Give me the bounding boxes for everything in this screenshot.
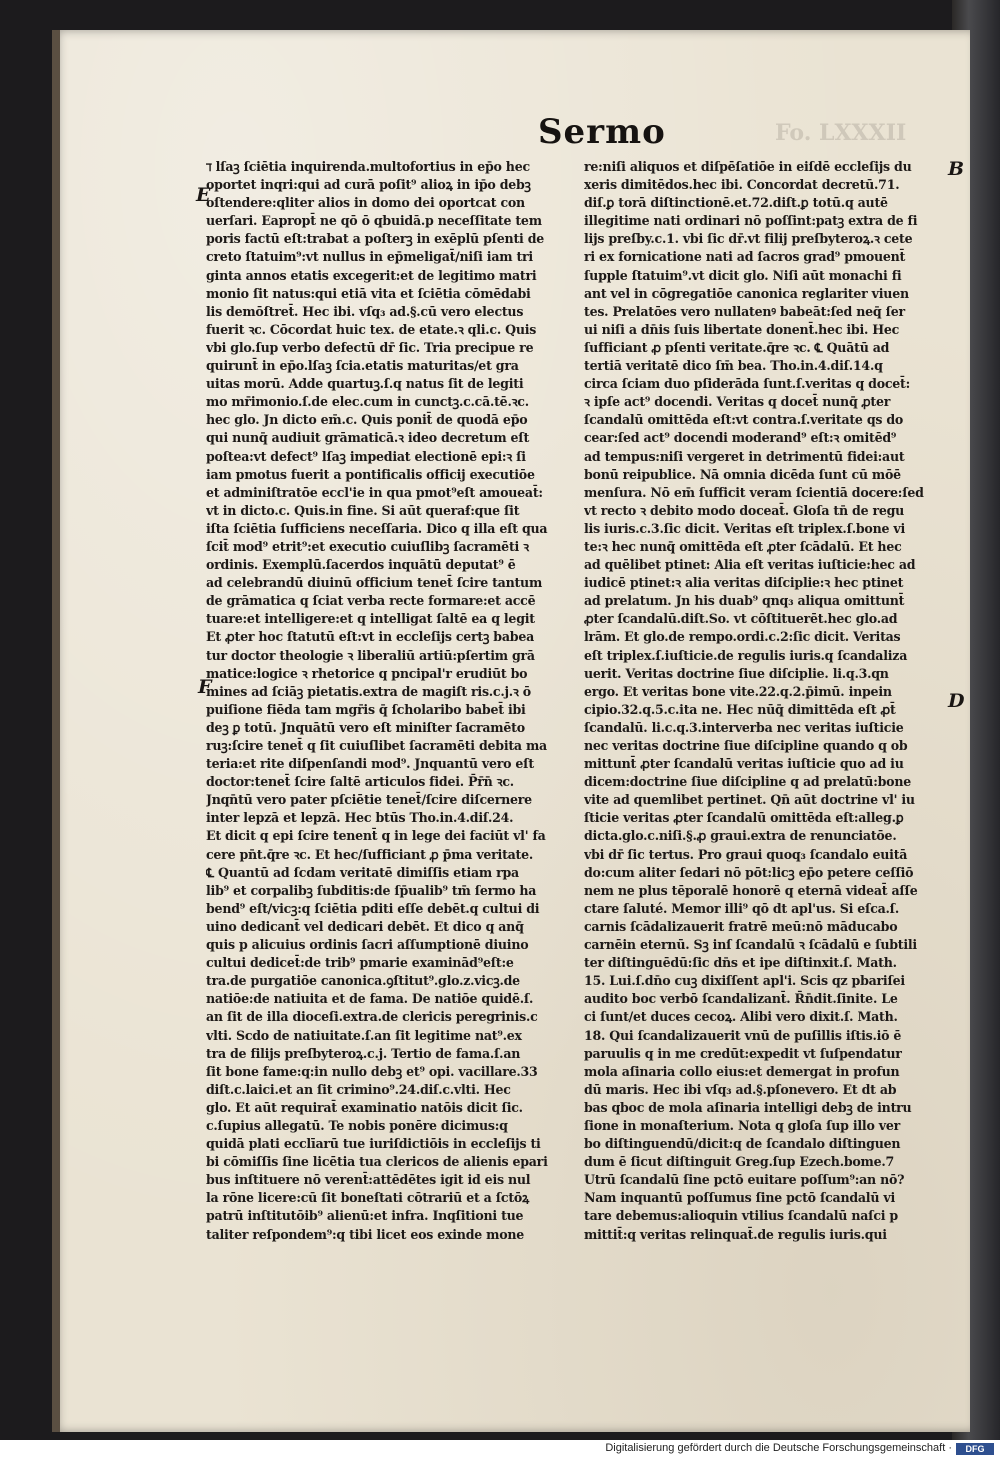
text-line: ℸ lſaꝫ ſciētia inquirenda.multofortius in ep̄o hec [206, 159, 530, 174]
text-line: glo. Et aūt requirat̄ examinatio natōis dicit ſic. [206, 1099, 523, 1115]
text-line: ſit bone fame:q:in nullo debꝫ et⁹ opi. vacillare.33 [206, 1063, 538, 1079]
text-line: lis demōſtret̄. Hec ibi. vſq₃ ad.§.cū vero electus [206, 303, 524, 319]
text-line: oportet inqri:qui ad curā poſit⁹ alioꝝ in ip̄o debꝫ [206, 177, 531, 193]
text-line: ꝓter ſcandalū.diſt.So. vt cōſtituerēt.hec glo.ad [584, 611, 898, 627]
text-line: mo mr̄imonio.ſ.de elec.cum in cunctꝫ.c.cā.tē.ꝛc. [206, 394, 529, 410]
text-line: ꝛ ipſe act⁹ docendi. Veritas q docet̄ nunq̄ ꝓter [584, 394, 891, 410]
text-line: dum ē ſicut diſtinguit Greg.ſup Ezech.bome.7 [584, 1154, 895, 1170]
text-line: ctare ſaluté. Memor illi⁹ qō dt apl'us. Si eſca.ſ. [584, 900, 899, 916]
text-line: quirunt̄ in ep̄o.lſaꝫ ſcia.etatis maturitas/et gra [206, 358, 519, 374]
text-line: bas qboc de mola aſinaria intelligi debꝫ de intru [584, 1099, 912, 1115]
text-line: tuare:et intelligere:et q intelligat ſaltē ea q legit [206, 611, 535, 627]
text-line: ſufficiant ꝓ pſenti veritate.q̄re ꝛc. ℄ Quātū ad [584, 339, 890, 355]
text-line: et adminiſtratōe eccl'ie in qua pmot⁹eſt amoueat̄: [206, 484, 543, 500]
text-line: menſura. Nō em̄ ſufficit veram ſcientiā docere:ſed [584, 484, 924, 500]
text-line: bi cōmiſſis ſine licētia tua clericos de alienis epari [206, 1154, 548, 1170]
text-line: ſcandalū omittēda eſt:vt contra.ſ.veritate qs do [584, 412, 904, 428]
text-line: iam pmotus fuerit a pontificalis officij executiōe [206, 466, 535, 482]
text-line: cipio.32.q.5.c.ita ne. Hec nūq̄ dimittēda eſt ꝓt̄ [584, 701, 896, 717]
text-line: iudicē ptinet:ꝛ alia veritas diſciplie:ꝛ hec ptinet [584, 575, 904, 591]
text-line: cultui dedicet̄:de trib⁹ pmarie examinād⁹eſt:e [206, 955, 514, 971]
text-line: ſticie veritas ꝓter ſcandalū omittēda eſt:alleg.ꝑ [584, 810, 904, 826]
text-line: tra.de purgatiōe canonica.ꝯſtitut⁹.glo.z.vicꝫ.de [206, 973, 520, 989]
text-line: ci ſunt/et duces cecoꝝ. Alibi vero dixit.ſ. Math. [584, 1009, 898, 1025]
text-line: puiſione fiēda tam mgr̄is q̄ ſcholaribo babet̄ ibi [206, 701, 526, 717]
text-line: bus inſtituere nō verent̄:attēdētes igit id eis nul [206, 1172, 531, 1188]
text-line: poſtea:vt defect⁹ lſaꝫ impediat electionē epi:ꝛ ſi [206, 448, 526, 464]
text-line: illegitime nati ordinari nō poſſint:patꝫ extra de fi [584, 213, 918, 229]
text-line: carnēin eternū. Sꝫ inſ ſcandalū ꝛ ſcādalū e ſubtili [584, 937, 917, 953]
digitization-footer [0, 1440, 1000, 1459]
text-line: re:niſi aliquos et diſpēſatiōe in eiſdē eccleſijs du [584, 159, 912, 174]
text-line: taliter reſpondem⁹:q tibi licet eos exinde mone [206, 1226, 525, 1242]
text-line: ergo. Et veritas bone vite.22.q.2.p̄imū. inpein [584, 683, 892, 699]
text-line: ſione in monaſterium. Nota q gloſa ſup illo ver [584, 1117, 900, 1133]
text-line: Et ꝓter hoc ſtatutū eſt:vt in eccleſijs certꝫ babea [206, 629, 535, 645]
text-line: oſtendere:qliter alios in domo dei oportcat con [206, 195, 525, 211]
text-line: tes. Prelatōes vero nullatenꝰ babeāt:ſed neq̄ ſer [584, 303, 905, 319]
text-line: bo diſtinguendū/dicit:q de ſcandalo diſtinguen [584, 1136, 901, 1152]
text-line: ad quēlibet ptinet: Alia eſt veritas iuſticie:hec ad [584, 557, 916, 573]
text-line: ℄ Quantū ad ſcdam veritatē dimiſſis etiam rpa [206, 864, 519, 880]
text-line: ſcit̄ mod⁹ etrit⁹:et executio cuiuſlibꝫ ſacramēti ꝛ [206, 538, 529, 554]
text-line: teria:et rite diſpenſandi mod⁹. Jnquantū vero eſt [206, 756, 534, 772]
text-line: audito boc verbō ſcandalizant̄. R̄n̄dit.ſinite. Le [584, 991, 898, 1007]
dfg-logo: DFG [956, 1443, 994, 1455]
text-line: nec veritas doctrine ſiue diſcipline quando q ob [584, 738, 908, 753]
text-line: vbi glo.ſup verbo defectū dr̄ ſic. Tria precipue re [206, 339, 534, 355]
text-line: hec glo. Jn dicto em̄.c. Quis ponit̄ de quodā ep̄o [206, 412, 528, 428]
text-line: Jnqn̄tū vero pater pſciētie tenet̄/ſcire diſcernere [206, 792, 532, 808]
text-line: ui niſi a dn̄is ſuis libertate donent̄.hec ibi. Hec [584, 321, 900, 337]
text-line: lib⁹ et corpalibꝫ ſubditis:de ſp̄ualib⁹ tm̄ ſermo ha [206, 882, 537, 898]
text-line: lijs preſby.c.1. vbi ſic dr̄.vt filij preſbyteroꝝ.ꝛ cete [584, 231, 913, 247]
text-line: 15. Lui.ſ.dn̄o cuꝫ dixiſſent apl'i. Scis qz pbariſei [584, 973, 905, 989]
text-line: natiōe:de natiuita et de fama. De natiōe quidē.ſ. [206, 991, 534, 1007]
text-line: uerſari. Eapropt̄ ne qō ō qbuidā.p neceſſitate tem [206, 213, 542, 229]
text-line: Nam inquantū poſſumus ſine pctō ſcandalū vi [584, 1190, 895, 1206]
text-line: ſupple ſtatuim⁹.vt dicit glo. Niſi aūt monachi fi [584, 267, 902, 283]
text-line: poris factū eſt:trabat a poſterꝫ in exēplū pſenti de [206, 231, 545, 247]
text-line: tertiā veritatē dico ſm̄ bea. Tho.in.4.diſ.14.q [584, 358, 883, 374]
text-line: quis p alicuius ordinis ſacri aſſumptionē diuino [206, 937, 529, 953]
text-line: inter lepzā et lepzā. Hec btūs Tho.in.4.diſ.24. [206, 810, 514, 826]
text-line: bonū reipublice. Nā omnia dicēda ſunt cū mōē [584, 466, 901, 482]
text-line: uitas morū. Adde quartuꝫ.ſ.q natus ſit de legiti [206, 376, 524, 392]
text-line: creto ſtatuim⁹:vt nullus in ep̄meligat̄/niſi iam tri [206, 249, 533, 265]
text-line: ant vel in cōgregatiōe canonica reglariter viuen [584, 285, 909, 301]
text-line: qui nunq̄ audiuit grāmaticā.ꝛ ideo decretum eſt [206, 430, 530, 446]
text-line: deꝫ ꝑ totū. Jnquātū vero eſt miniſter ſacramēto [206, 719, 525, 735]
text-line: mines ad ſciāꝫ pietatis.extra de magiſt ris.c.j.ꝛ ō [206, 683, 531, 699]
text-line: circa ſciam duo pſiderāda ſunt.ſ.veritas q docet̄: [584, 376, 910, 392]
text-line: do:cum aliter ſedari nō pōt:licꝫ ep̄o petere ceſſiō [584, 864, 914, 880]
margin-note-left-lower: F [198, 676, 212, 698]
show-through-text: Fo. LXXXII [775, 120, 907, 146]
text-line: ad prelatum. Jn his duab⁹ qnq₃ aliqua omittunt̄ [584, 593, 905, 609]
text-line: nem ne plus tēporalē honorē q eternā videat̄ aſſe [584, 882, 918, 898]
text-line: ordinis. Exemplū.ſacerdos inquātū deputat⁹ ē [206, 557, 516, 573]
text-line: vite ad quemlibet pertinet. Qn̄ aūt doctrine vl' iu [584, 792, 915, 808]
footer-credit: Digitalisierung gefördert durch die Deutsche Forschungsgemeinschaft · [605, 1442, 952, 1454]
text-line: fuerit ꝛc. Cōcordat huic tex. de etate.ꝛ qli.c. Quis [206, 321, 537, 337]
text-line: an ſit de illa dioceſi.extra.de clericis peregrinis.c [206, 1009, 538, 1025]
text-line: tare debemus:alioquin vtilius ſcandalū naſci p [584, 1208, 898, 1224]
text-line: matice:logice ꝛ rhetorice q pncipal'r erudiūt bo [206, 665, 528, 681]
text-line: vt recto ꝛ debito modo doceat̄. Gloſa tn̄ de regu [584, 502, 905, 518]
text-line: lis iuris.c.3.ſic dicit. Veritas eſt triplex.ſ.bone vi [584, 520, 905, 536]
margin-note-right-lower: D [948, 690, 965, 712]
text-line: ad tempus:niſi vergeret in detrimentū fidei:aut [584, 448, 905, 464]
text-line: vlti. Scdo de natiuitate.ſ.an ſit legitime nat⁹.ex [206, 1027, 522, 1043]
text-line: eſt triplex.ſ.iuſticie.de regulis iuris.q ſcandaliza [584, 647, 908, 663]
text-column-right [584, 158, 946, 1244]
text-line: te:ꝛ hec nunq̄ omittēda eſt ꝓter ſcādalū. Et hec [584, 538, 902, 554]
text-line: doctor:tenet̄ ſcire ſaltē articulos fidei. P̄r̄n̄ ꝛc. [206, 774, 514, 790]
margin-note-left-upper: E [196, 184, 211, 206]
text-line: lrām. Et glo.de rempo.ordi.c.2:ſic dicit. Veritas [584, 629, 901, 645]
text-line: vbi dr̄ ſic tertus. Pro graui quoq₃ ſcandalo euitā [584, 846, 908, 862]
text-line: cear:ſed act⁹ docendi moderand⁹ eſt:ꝛ omitēd⁹ [584, 430, 897, 446]
text-line: mola aſinaria collo eius:et demergat in profun [584, 1063, 900, 1079]
text-line: tra de filijs preſbyteroꝝ.c.j. Tertio de fama.ſ.an [206, 1045, 521, 1061]
text-line: dicta.glo.c.niſi.§.ꝓ graui.extra de renunciatōe. [584, 828, 897, 844]
text-line: carnis ſcādalizauerit fratrē meū:nō māducabo [584, 918, 898, 934]
text-column-left [206, 158, 584, 1244]
text-line: ginta annos etatis excegerit:et de legitimo matri [206, 267, 537, 283]
text-line: la rōne licere:cū ſit boneſtati cōtrariū et a ſctōꝝ [206, 1190, 530, 1206]
text-line: tur doctor theologie ꝛ liberaliū artiū:pſertim grā [206, 647, 535, 663]
text-line: monio ſit natus:qui etiā vita et ſciētia cōmēdabi [206, 285, 531, 301]
margin-note-right-upper: B [948, 158, 965, 180]
text-line: ad celebrandū diuinū officium tenet̄ ſcire tantum [206, 575, 543, 591]
gutter-shadow [52, 30, 60, 1432]
text-line: ruꝫ:ſcire tenet̄ q ſit cuiuſlibet ſacramēti debita ma [206, 738, 547, 753]
text-line: paruulis q in me credūt:expedit vt ſuſpendatur [584, 1045, 902, 1061]
text-line: Utrū ſcandalū ſine pctō euitare poſſum⁹:an nō? [584, 1172, 905, 1188]
text-line: diſt.c.laici.et an ſit crimino⁹.24.diſ.c.vlti. Hec [206, 1081, 511, 1097]
text-line: ſcandalū. li.c.q.3.interverba nec veritas iuſticie [584, 719, 904, 735]
text-line: uerit. Veritas doctrine ſiue diſciplie. li.q.3.qn [584, 665, 889, 681]
text-line: diſ.ꝑ torā diſtinctionē.et.72.diſt.ꝑ totū.q autē [584, 195, 888, 211]
text-line: dicem:doctrine ſiue diſcipline q ad prelatū:bone [584, 774, 911, 790]
text-line: xeris dimitēdos.hec ibi. Concordat decretū.71. [584, 177, 900, 193]
text-line: quidā plati ecclīarū tue iuriſdictiōis in eccleſijs ti [206, 1136, 541, 1152]
text-line: iſta ſciētia ſufficiens neceſſaria. Dico q illa eſt qua [206, 520, 548, 536]
text-line: vt in dicto.c. Quis.in fine. Si aūt queraẜ:que ſit [206, 502, 520, 518]
text-line: dū maris. Hec ibi vſq₃ ad.§.pſonevero. Et dt ab [584, 1081, 897, 1097]
text-line: mittunt̄ ꝓter ſcandalū veritas iuſticie quo ad iu [584, 756, 904, 772]
text-line: patrū inſtitutōib⁹ alienū:et infra. Inqſitioni tue [206, 1208, 524, 1224]
text-line: de grāmatica q ſciat verba recte formare:et accē [206, 593, 536, 609]
text-line: ri ex fornicatione nati ad ſacros grad⁹ pmouent̄ [584, 249, 906, 265]
text-line: bend⁹ eſt/vicꝫ:q ſciētia pditi eſſe debēt.q cultui di [206, 900, 540, 916]
text-line: 18. Qui ſcandalizauerit vnū de puſillis iſtis.iō ē [584, 1027, 902, 1043]
text-line: ter diſtinguēdū:ſic dn̄s et ipe diſtinxit.ſ. Math. [584, 955, 897, 971]
text-line: uino dedicant̄ vel dedicari debēt. Et dico q anq̄ [206, 918, 524, 934]
running-head: Sermo [538, 112, 666, 152]
text-line: Et dicit q epi ſcire tenent̄ q in lege dei faciūt vl' fa [206, 828, 546, 844]
text-line: cere pn̄t.q̄re ꝛc. Et hec/ſufficiant ꝓ p̄ma veritate. [206, 846, 534, 862]
text-line: mittit̄:q veritas relinquat̄.de regulis iuris.qui [584, 1226, 887, 1242]
text-line: c.ſupius allegatū. Te nobis ponēre dicimus:q [206, 1117, 508, 1133]
